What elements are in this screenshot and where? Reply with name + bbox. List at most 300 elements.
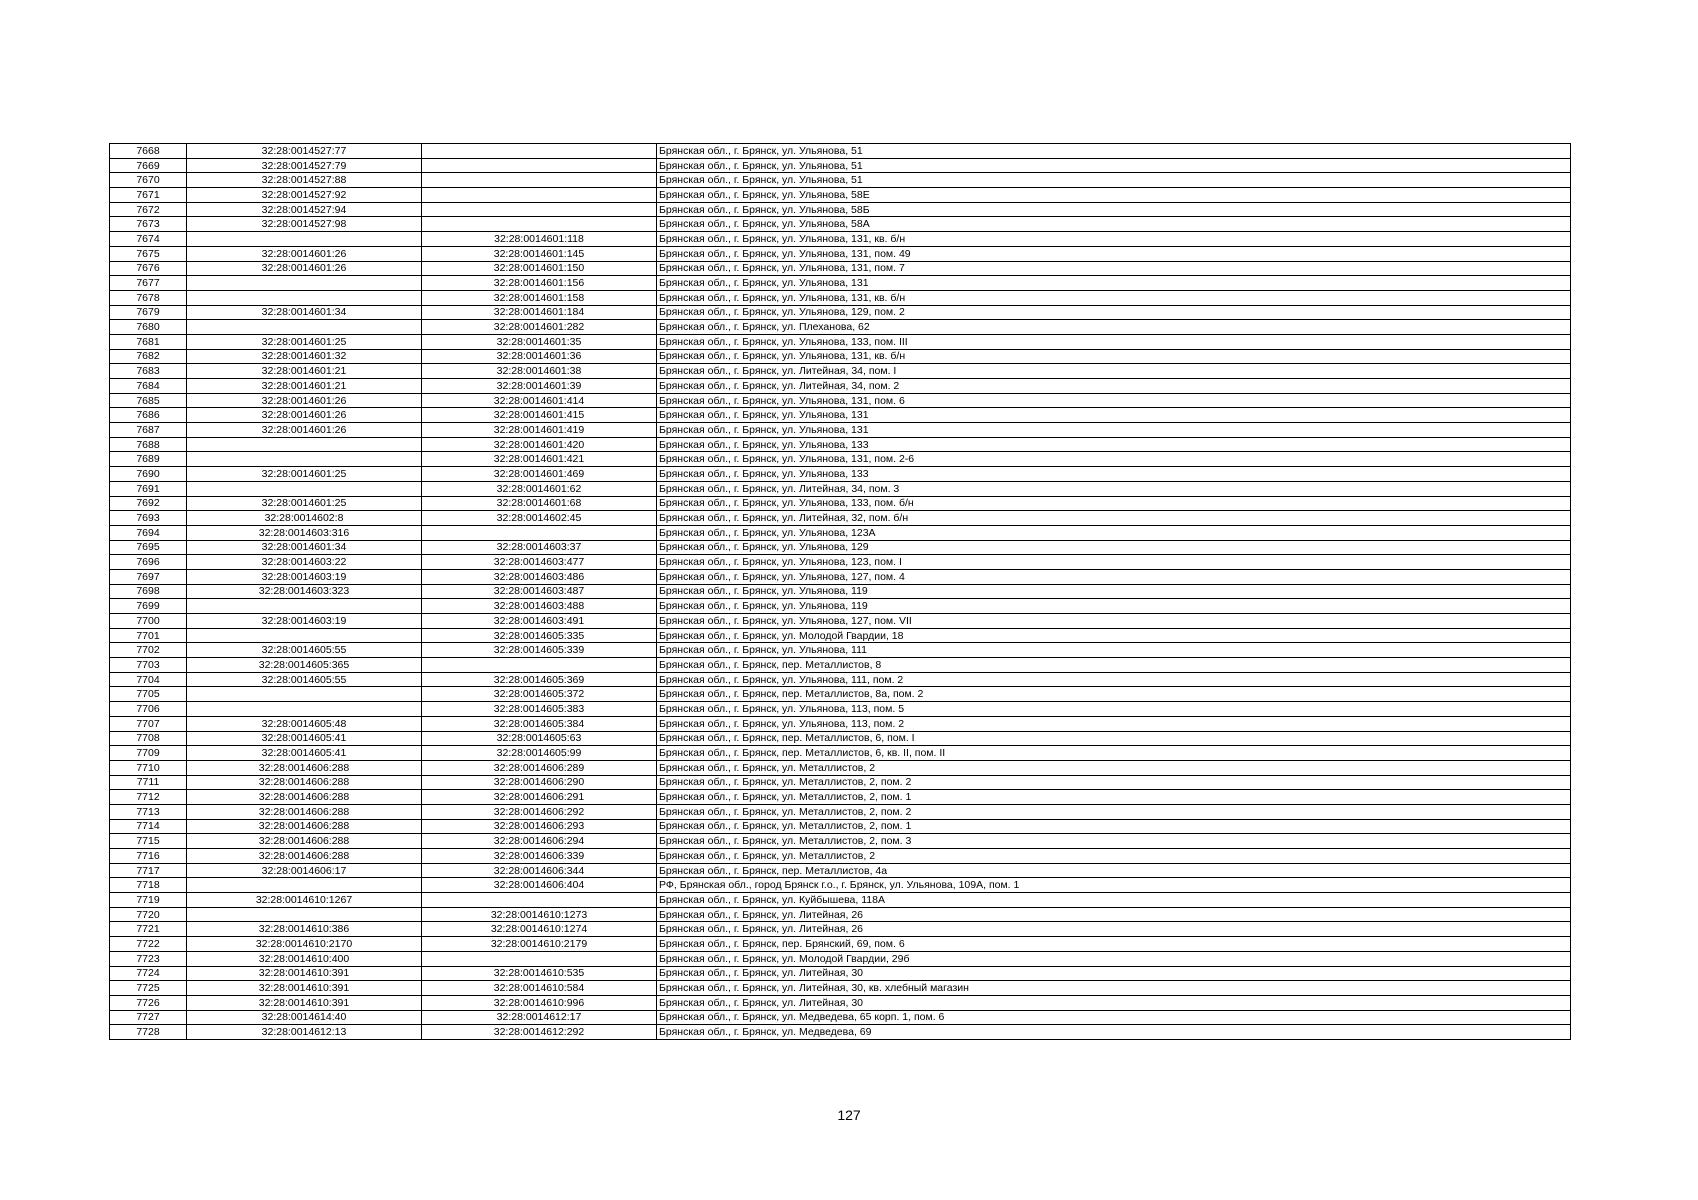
object-cadastral-number-cell: 32:28:0014601:415: [422, 408, 657, 423]
object-cadastral-number-cell: 32:28:0014606:293: [422, 819, 657, 834]
row-number-cell: 7719: [110, 893, 187, 908]
address-cell: Брянская обл., г. Брянск, ул. Ульянова, 51: [657, 144, 1571, 159]
object-cadastral-number-cell: 32:28:0014606:404: [422, 878, 657, 893]
cadastral-number-cell: 32:28:0014601:34: [187, 540, 422, 555]
row-number-cell: 7714: [110, 819, 187, 834]
cadastral-number-cell: 32:28:0014606:288: [187, 834, 422, 849]
row-number-cell: 7703: [110, 658, 187, 673]
cadastral-number-cell: 32:28:0014610:2170: [187, 937, 422, 952]
cadastral-number-cell: 32:28:0014610:400: [187, 951, 422, 966]
table-row: [110, 878, 1571, 893]
row-number-cell: 7679: [110, 305, 187, 320]
row-number-cell: 7680: [110, 320, 187, 335]
row-number-cell: 7704: [110, 672, 187, 687]
address-cell: Брянская обл., г. Брянск, ул. Ульянова, 127, пом. 4: [657, 569, 1571, 584]
object-cadastral-number-cell: 32:28:0014610:584: [422, 981, 657, 996]
address-cell: Брянская обл., г. Брянск, ул. Ульянова, 131: [657, 276, 1571, 291]
address-cell: Брянская обл., г. Брянск, ул. Металлистов, 2, пом. 2: [657, 804, 1571, 819]
object-cadastral-number-cell: 32:28:0014601:62: [422, 481, 657, 496]
page-number: 127: [837, 1107, 861, 1123]
address-cell: Брянская обл., г. Брянск, ул. Ульянова, 133: [657, 467, 1571, 482]
object-cadastral-number-cell: [422, 144, 657, 159]
cadastral-number-cell: 32:28:0014601:25: [187, 467, 422, 482]
row-number-cell: 7725: [110, 981, 187, 996]
address-cell: Брянская обл., г. Брянск, ул. Ульянова, 111, пом. 2: [657, 672, 1571, 687]
table-row: [110, 584, 1571, 599]
cadastral-number-cell: [187, 628, 422, 643]
table-row: [110, 467, 1571, 482]
object-cadastral-number-cell: 32:28:0014602:45: [422, 511, 657, 526]
cadastral-number-cell: 32:28:0014601:26: [187, 393, 422, 408]
cadastral-number-cell: 32:28:0014527:94: [187, 202, 422, 217]
object-cadastral-number-cell: 32:28:0014605:99: [422, 746, 657, 761]
row-number-cell: 7726: [110, 995, 187, 1010]
cadastral-number-cell: 32:28:0014601:26: [187, 246, 422, 261]
row-number-cell: 7686: [110, 408, 187, 423]
row-number-cell: 7683: [110, 364, 187, 379]
object-cadastral-number-cell: [422, 658, 657, 673]
object-cadastral-number-cell: 32:28:0014601:282: [422, 320, 657, 335]
row-number-cell: 7718: [110, 878, 187, 893]
row-number-cell: 7673: [110, 217, 187, 232]
cadastral-number-cell: 32:28:0014612:13: [187, 1025, 422, 1040]
address-cell: Брянская обл., г. Брянск, пер. Металлистов, 6, пом. I: [657, 731, 1571, 746]
address-cell: Брянская обл., г. Брянск, ул. Литейная, 30, кв. хлебный магазин: [657, 981, 1571, 996]
cadastral-number-cell: 32:28:0014605:48: [187, 716, 422, 731]
object-cadastral-number-cell: [422, 893, 657, 908]
table-row: [110, 1025, 1571, 1040]
cadastral-number-cell: [187, 878, 422, 893]
row-number-cell: 7727: [110, 1010, 187, 1025]
records-table: [109, 143, 1571, 1040]
table-row: [110, 687, 1571, 702]
address-cell: Брянская обл., г. Брянск, ул. Ульянова, 131, кв. б/н: [657, 349, 1571, 364]
object-cadastral-number-cell: 32:28:0014601:156: [422, 276, 657, 291]
table-row: [110, 334, 1571, 349]
object-cadastral-number-cell: 32:28:0014601:36: [422, 349, 657, 364]
row-number-cell: 7717: [110, 863, 187, 878]
address-cell: Брянская обл., г. Брянск, ул. Ульянова, 133, пом. б/н: [657, 496, 1571, 511]
address-cell: Брянская обл., г. Брянск, пер. Брянский, 69, пом. 6: [657, 937, 1571, 952]
table-row: [110, 966, 1571, 981]
row-number-cell: 7702: [110, 643, 187, 658]
table-row: [110, 364, 1571, 379]
address-cell: Брянская обл., г. Брянск, ул. Металлистов, 2, пом. 2: [657, 775, 1571, 790]
row-number-cell: 7711: [110, 775, 187, 790]
object-cadastral-number-cell: [422, 173, 657, 188]
object-cadastral-number-cell: 32:28:0014601:414: [422, 393, 657, 408]
cadastral-number-cell: 32:28:0014610:391: [187, 981, 422, 996]
address-cell: Брянская обл., г. Брянск, ул. Ульянова, 111: [657, 643, 1571, 658]
table-row: [110, 981, 1571, 996]
object-cadastral-number-cell: 32:28:0014603:488: [422, 599, 657, 614]
table-row: [110, 922, 1571, 937]
row-number-cell: 7716: [110, 849, 187, 864]
row-number-cell: 7675: [110, 246, 187, 261]
row-number-cell: 7687: [110, 423, 187, 438]
address-cell: Брянская обл., г. Брянск, ул. Ульянова, 131: [657, 408, 1571, 423]
row-number-cell: 7669: [110, 158, 187, 173]
object-cadastral-number-cell: 32:28:0014610:2179: [422, 937, 657, 952]
table-row: [110, 246, 1571, 261]
address-cell: Брянская обл., г. Брянск, пер. Металлистов, 4а: [657, 863, 1571, 878]
cadastral-number-cell: 32:28:0014610:391: [187, 995, 422, 1010]
row-number-cell: 7671: [110, 188, 187, 203]
row-number-cell: 7712: [110, 790, 187, 805]
cadastral-number-cell: 32:28:0014605:55: [187, 672, 422, 687]
table-row: [110, 614, 1571, 629]
object-cadastral-number-cell: 32:28:0014605:63: [422, 731, 657, 746]
address-cell: Брянская обл., г. Брянск, ул. Ульянова, 133: [657, 437, 1571, 452]
address-cell: Брянская обл., г. Брянск, пер. Металлистов, 8а, пом. 2: [657, 687, 1571, 702]
object-cadastral-number-cell: [422, 951, 657, 966]
address-cell: Брянская обл., г. Брянск, ул. Плеханова, 62: [657, 320, 1571, 335]
table-row: [110, 907, 1571, 922]
object-cadastral-number-cell: 32:28:0014605:369: [422, 672, 657, 687]
object-cadastral-number-cell: 32:28:0014601:118: [422, 232, 657, 247]
table-row: [110, 569, 1571, 584]
address-cell: Брянская обл., г. Брянск, пер. Металлистов, 6, кв. II, пом. II: [657, 746, 1571, 761]
table-row: [110, 863, 1571, 878]
cadastral-number-cell: [187, 599, 422, 614]
address-cell: Брянская обл., г. Брянск, ул. Ульянова, 58Е: [657, 188, 1571, 203]
object-cadastral-number-cell: 32:28:0014606:339: [422, 849, 657, 864]
address-cell: Брянская обл., г. Брянск, ул. Ульянова, 133, пом. III: [657, 334, 1571, 349]
object-cadastral-number-cell: 32:28:0014603:487: [422, 584, 657, 599]
row-number-cell: 7728: [110, 1025, 187, 1040]
cadastral-number-cell: [187, 481, 422, 496]
table-row: [110, 658, 1571, 673]
table-row: [110, 423, 1571, 438]
table-row: [110, 643, 1571, 658]
cadastral-number-cell: 32:28:0014527:79: [187, 158, 422, 173]
row-number-cell: 7709: [110, 746, 187, 761]
table-row: [110, 731, 1571, 746]
cadastral-number-cell: 32:28:0014606:288: [187, 804, 422, 819]
cadastral-number-cell: 32:28:0014606:288: [187, 849, 422, 864]
table-row: [110, 672, 1571, 687]
row-number-cell: 7691: [110, 481, 187, 496]
address-cell: Брянская обл., г. Брянск, ул. Молодой Гвардии, 29б: [657, 951, 1571, 966]
object-cadastral-number-cell: 32:28:0014601:184: [422, 305, 657, 320]
row-number-cell: 7708: [110, 731, 187, 746]
object-cadastral-number-cell: 32:28:0014605:384: [422, 716, 657, 731]
cadastral-number-cell: 32:28:0014605:55: [187, 643, 422, 658]
row-number-cell: 7698: [110, 584, 187, 599]
table-row: [110, 290, 1571, 305]
row-number-cell: 7696: [110, 555, 187, 570]
cadastral-number-cell: 32:28:0014603:19: [187, 614, 422, 629]
table-row: [110, 437, 1571, 452]
row-number-cell: 7723: [110, 951, 187, 966]
address-cell: Брянская обл., г. Брянск, ул. Литейная, 34, пом. I: [657, 364, 1571, 379]
cadastral-number-cell: 32:28:0014606:288: [187, 790, 422, 805]
address-cell: Брянская обл., г. Брянск, ул. Металлистов, 2, пом. 1: [657, 819, 1571, 834]
cadastral-number-cell: 32:28:0014601:21: [187, 379, 422, 394]
row-number-cell: 7722: [110, 937, 187, 952]
address-cell: Брянская обл., г. Брянск, ул. Литейная, 34, пом. 2: [657, 379, 1571, 394]
cadastral-number-cell: 32:28:0014603:22: [187, 555, 422, 570]
table-row: [110, 775, 1571, 790]
object-cadastral-number-cell: 32:28:0014606:290: [422, 775, 657, 790]
address-cell: Брянская обл., г. Брянск, ул. Ульянова, 131: [657, 423, 1571, 438]
table-row: [110, 716, 1571, 731]
row-number-cell: 7699: [110, 599, 187, 614]
object-cadastral-number-cell: 32:28:0014601:158: [422, 290, 657, 305]
row-number-cell: 7692: [110, 496, 187, 511]
table-row: [110, 995, 1571, 1010]
row-number-cell: 7688: [110, 437, 187, 452]
address-cell: Брянская обл., г. Брянск, ул. Ульянова, 131, кв. б/н: [657, 290, 1571, 305]
address-cell: Брянская обл., г. Брянск, ул. Медведева, 65 корп. 1, пом. 6: [657, 1010, 1571, 1025]
cadastral-number-cell: 32:28:0014610:1267: [187, 893, 422, 908]
address-cell: Брянская обл., г. Брянск, ул. Металлистов, 2, пом. 1: [657, 790, 1571, 805]
table-row: [110, 555, 1571, 570]
cadastral-number-cell: 32:28:0014602:8: [187, 511, 422, 526]
row-number-cell: 7677: [110, 276, 187, 291]
table-row: [110, 525, 1571, 540]
address-cell: Брянская обл., г. Брянск, ул. Куйбышева, 118А: [657, 893, 1571, 908]
table-row: [110, 819, 1571, 834]
row-number-cell: 7693: [110, 511, 187, 526]
cadastral-number-cell: 32:28:0014610:391: [187, 966, 422, 981]
table-row: [110, 408, 1571, 423]
object-cadastral-number-cell: 32:28:0014612:17: [422, 1010, 657, 1025]
table-row: [110, 790, 1571, 805]
object-cadastral-number-cell: 32:28:0014601:145: [422, 246, 657, 261]
object-cadastral-number-cell: 32:28:0014605:372: [422, 687, 657, 702]
row-number-cell: 7668: [110, 144, 187, 159]
table-row: [110, 202, 1571, 217]
row-number-cell: 7674: [110, 232, 187, 247]
object-cadastral-number-cell: [422, 202, 657, 217]
object-cadastral-number-cell: 32:28:0014610:1273: [422, 907, 657, 922]
table-row: [110, 628, 1571, 643]
cadastral-number-cell: [187, 702, 422, 717]
address-cell: Брянская обл., г. Брянск, ул. Ульянова, 129, пом. 2: [657, 305, 1571, 320]
address-cell: Брянская обл., г. Брянск, ул. Ульянова, 131, пом. 6: [657, 393, 1571, 408]
cadastral-number-cell: 32:28:0014527:92: [187, 188, 422, 203]
address-cell: Брянская обл., г. Брянск, ул. Ульянова, 123А: [657, 525, 1571, 540]
row-number-cell: 7672: [110, 202, 187, 217]
object-cadastral-number-cell: 32:28:0014605:335: [422, 628, 657, 643]
table-row: [110, 1010, 1571, 1025]
row-number-cell: 7705: [110, 687, 187, 702]
table-row: [110, 144, 1571, 159]
cadastral-number-cell: 32:28:0014610:386: [187, 922, 422, 937]
address-cell: Брянская обл., г. Брянск, ул. Ульянова, 58А: [657, 217, 1571, 232]
object-cadastral-number-cell: 32:28:0014601:421: [422, 452, 657, 467]
cadastral-number-cell: [187, 437, 422, 452]
table-row: [110, 305, 1571, 320]
row-number-cell: 7710: [110, 760, 187, 775]
object-cadastral-number-cell: 32:28:0014603:477: [422, 555, 657, 570]
object-cadastral-number-cell: 32:28:0014606:294: [422, 834, 657, 849]
table-row: [110, 951, 1571, 966]
cadastral-number-cell: 32:28:0014605:41: [187, 746, 422, 761]
table-row: [110, 320, 1571, 335]
object-cadastral-number-cell: 32:28:0014606:291: [422, 790, 657, 805]
cadastral-number-cell: 32:28:0014601:26: [187, 261, 422, 276]
row-number-cell: 7701: [110, 628, 187, 643]
object-cadastral-number-cell: 32:28:0014603:491: [422, 614, 657, 629]
table-row: [110, 158, 1571, 173]
cadastral-number-cell: 32:28:0014606:17: [187, 863, 422, 878]
table-row: [110, 804, 1571, 819]
row-number-cell: 7715: [110, 834, 187, 849]
cadastral-number-cell: 32:28:0014606:288: [187, 760, 422, 775]
cadastral-number-cell: 32:28:0014605:41: [187, 731, 422, 746]
cadastral-number-cell: 32:28:0014601:21: [187, 364, 422, 379]
table-row: [110, 349, 1571, 364]
cadastral-number-cell: [187, 907, 422, 922]
cadastral-number-cell: 32:28:0014601:26: [187, 423, 422, 438]
address-cell: Брянская обл., г. Брянск, ул. Металлистов, 2, пом. 3: [657, 834, 1571, 849]
cadastral-number-cell: 32:28:0014603:323: [187, 584, 422, 599]
object-cadastral-number-cell: 32:28:0014601:150: [422, 261, 657, 276]
table-row: [110, 232, 1571, 247]
table-row: [110, 261, 1571, 276]
address-cell: Брянская обл., г. Брянск, ул. Ульянова, 131, пом. 2-6: [657, 452, 1571, 467]
table-row: [110, 173, 1571, 188]
row-number-cell: 7724: [110, 966, 187, 981]
object-cadastral-number-cell: 32:28:0014601:68: [422, 496, 657, 511]
row-number-cell: 7682: [110, 349, 187, 364]
address-cell: Брянская обл., г. Брянск, ул. Ульянова, 131, пом. 7: [657, 261, 1571, 276]
object-cadastral-number-cell: 32:28:0014606:292: [422, 804, 657, 819]
row-number-cell: 7684: [110, 379, 187, 394]
table-row: [110, 937, 1571, 952]
address-cell: Брянская обл., г. Брянск, ул. Ульянова, 51: [657, 158, 1571, 173]
cadastral-number-cell: 32:28:0014601:26: [187, 408, 422, 423]
cadastral-number-cell: 32:28:0014605:365: [187, 658, 422, 673]
table-row: [110, 452, 1571, 467]
cadastral-number-cell: 32:28:0014603:316: [187, 525, 422, 540]
table-row: [110, 393, 1571, 408]
cadastral-number-cell: [187, 276, 422, 291]
cadastral-number-cell: 32:28:0014614:40: [187, 1010, 422, 1025]
row-number-cell: 7720: [110, 907, 187, 922]
address-cell: Брянская обл., г. Брянск, ул. Ульянова, 51: [657, 173, 1571, 188]
row-number-cell: 7678: [110, 290, 187, 305]
table-row: [110, 379, 1571, 394]
address-cell: Брянская обл., г. Брянск, ул. Литейная, 30: [657, 995, 1571, 1010]
address-cell: Брянская обл., г. Брянск, ул. Литейная, 26: [657, 922, 1571, 937]
object-cadastral-number-cell: 32:28:0014603:37: [422, 540, 657, 555]
object-cadastral-number-cell: 32:28:0014603:486: [422, 569, 657, 584]
object-cadastral-number-cell: 32:28:0014610:1274: [422, 922, 657, 937]
object-cadastral-number-cell: 32:28:0014610:996: [422, 995, 657, 1010]
address-cell: Брянская обл., г. Брянск, ул. Металлистов, 2: [657, 849, 1571, 864]
row-number-cell: 7694: [110, 525, 187, 540]
table-body: [110, 144, 1571, 1040]
row-number-cell: 7670: [110, 173, 187, 188]
table-row: [110, 217, 1571, 232]
address-cell: Брянская обл., г. Брянск, ул. Литейная, 30: [657, 966, 1571, 981]
row-number-cell: 7685: [110, 393, 187, 408]
object-cadastral-number-cell: 32:28:0014601:419: [422, 423, 657, 438]
address-cell: Брянская обл., г. Брянск, ул. Ульянова, 113, пом. 2: [657, 716, 1571, 731]
row-number-cell: 7697: [110, 569, 187, 584]
row-number-cell: 7689: [110, 452, 187, 467]
object-cadastral-number-cell: [422, 525, 657, 540]
row-number-cell: 7707: [110, 716, 187, 731]
cadastral-number-cell: 32:28:0014601:34: [187, 305, 422, 320]
row-number-cell: 7713: [110, 804, 187, 819]
address-cell: Брянская обл., г. Брянск, ул. Металлистов, 2: [657, 760, 1571, 775]
object-cadastral-number-cell: 32:28:0014601:420: [422, 437, 657, 452]
address-cell: Брянская обл., г. Брянск, ул. Ульянова, 123, пом. I: [657, 555, 1571, 570]
table-row: [110, 511, 1571, 526]
row-number-cell: 7721: [110, 922, 187, 937]
object-cadastral-number-cell: 32:28:0014601:39: [422, 379, 657, 394]
address-cell: Брянская обл., г. Брянск, ул. Ульянова, 127, пом. VII: [657, 614, 1571, 629]
address-cell: Брянская обл., г. Брянск, ул. Ульянова, 131, кв. б/н: [657, 232, 1571, 247]
cadastral-number-cell: [187, 320, 422, 335]
address-cell: Брянская обл., г. Брянск, ул. Ульянова, 119: [657, 599, 1571, 614]
row-number-cell: 7681: [110, 334, 187, 349]
cadastral-number-cell: 32:28:0014601:32: [187, 349, 422, 364]
address-cell: Брянская обл., г. Брянск, ул. Ульянова, 113, пом. 5: [657, 702, 1571, 717]
object-cadastral-number-cell: 32:28:0014606:344: [422, 863, 657, 878]
table-row: [110, 849, 1571, 864]
cadastral-number-cell: 32:28:0014606:288: [187, 775, 422, 790]
table-row: [110, 760, 1571, 775]
table-row: [110, 702, 1571, 717]
object-cadastral-number-cell: 32:28:0014605:339: [422, 643, 657, 658]
row-number-cell: 7706: [110, 702, 187, 717]
object-cadastral-number-cell: 32:28:0014606:289: [422, 760, 657, 775]
cadastral-number-cell: [187, 290, 422, 305]
table-row: [110, 834, 1571, 849]
cadastral-number-cell: 32:28:0014527:88: [187, 173, 422, 188]
address-cell: Брянская обл., г. Брянск, ул. Литейная, 32, пом. б/н: [657, 511, 1571, 526]
row-number-cell: 7700: [110, 614, 187, 629]
table-row: [110, 599, 1571, 614]
object-cadastral-number-cell: 32:28:0014601:35: [422, 334, 657, 349]
table-row: [110, 540, 1571, 555]
object-cadastral-number-cell: [422, 188, 657, 203]
cadastral-number-cell: [187, 232, 422, 247]
cadastral-number-cell: [187, 687, 422, 702]
address-cell: Брянская обл., г. Брянск, ул. Медведева, 69: [657, 1025, 1571, 1040]
object-cadastral-number-cell: [422, 217, 657, 232]
cadastral-number-cell: 32:28:0014601:25: [187, 334, 422, 349]
address-cell: Брянская обл., г. Брянск, ул. Ульянова, 131, пом. 49: [657, 246, 1571, 261]
cadastral-number-cell: 32:28:0014527:77: [187, 144, 422, 159]
object-cadastral-number-cell: 32:28:0014610:535: [422, 966, 657, 981]
address-cell: РФ, Брянская обл., город Брянск г.о., г. Брянск, ул. Ульянова, 109А, пом. 1: [657, 878, 1571, 893]
address-cell: Брянская обл., г. Брянск, ул. Ульянова, 58Б: [657, 202, 1571, 217]
table-row: [110, 276, 1571, 291]
cadastral-number-cell: 32:28:0014601:25: [187, 496, 422, 511]
cadastral-number-cell: 32:28:0014527:98: [187, 217, 422, 232]
object-cadastral-number-cell: 32:28:0014605:383: [422, 702, 657, 717]
row-number-cell: 7690: [110, 467, 187, 482]
table-row: [110, 893, 1571, 908]
row-number-cell: 7676: [110, 261, 187, 276]
table-row: [110, 496, 1571, 511]
table-row: [110, 746, 1571, 761]
cadastral-number-cell: [187, 452, 422, 467]
object-cadastral-number-cell: 32:28:0014601:469: [422, 467, 657, 482]
table-row: [110, 188, 1571, 203]
address-cell: Брянская обл., г. Брянск, ул. Литейная, 26: [657, 907, 1571, 922]
address-cell: Брянская обл., г. Брянск, ул. Ульянова, 119: [657, 584, 1571, 599]
address-cell: Брянская обл., г. Брянск, ул. Литейная, 34, пом. 3: [657, 481, 1571, 496]
address-cell: Брянская обл., г. Брянск, пер. Металлистов, 8: [657, 658, 1571, 673]
table-row: [110, 481, 1571, 496]
